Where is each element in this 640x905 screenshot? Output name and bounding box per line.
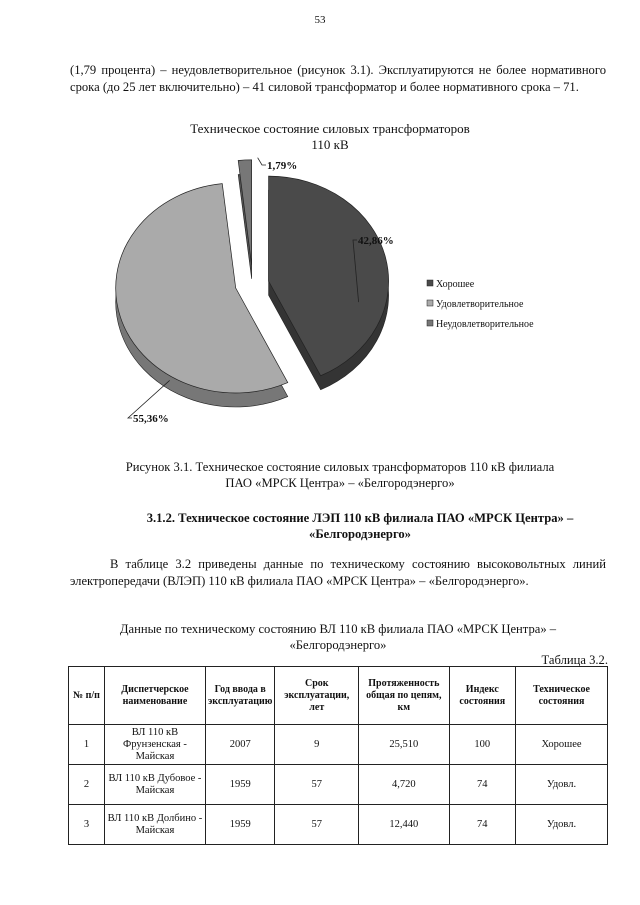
body-paragraph: В таблице 3.2 приведены данные по техническому состоянию высоковольтных линий электропередачи (ВЛЭП) 110 кВ филиала ПАО «МРСК Центра» – «Белгородэнерго».: [70, 557, 606, 588]
figure-caption-line: Рисунок 3.1. Техническое состояние силовых трансформаторов 110 кВ филиала: [125, 460, 555, 474]
header-name: Диспетчерское наименование: [104, 667, 205, 725]
legend-swatch: [427, 320, 433, 326]
cell-num: 2: [69, 765, 105, 805]
figure-caption-line: ПАО «МРСК Центра» – «Белгородэнерго»: [225, 476, 455, 490]
table-title: [70, 621, 606, 653]
chart-title-line: Техническое состояние силовых трансформаторов: [190, 121, 470, 136]
cell-name: ВЛ 110 кВ Дубовое - Майская: [104, 765, 205, 805]
pie-value-label: 1,79%: [267, 160, 298, 172]
chart-title: [140, 121, 520, 153]
legend-swatch: [427, 300, 433, 306]
header-index: Индекс состояния: [449, 667, 515, 725]
page-number: 53: [314, 14, 326, 26]
table-header-row: [69, 667, 608, 725]
pie-value-label: 42,86%: [358, 235, 394, 247]
data-table: [68, 666, 608, 845]
cell-num: 1: [69, 725, 105, 765]
header-term: Срок эксплуатации, лет: [275, 667, 359, 725]
header-length: Протяженность общая по цепям, км: [359, 667, 450, 725]
table-title-line: «Белгородэнерго»: [289, 638, 387, 652]
header-num: № п/п: [69, 667, 105, 725]
cell-term: 57: [275, 765, 359, 805]
section-heading-line: 3.1.2. Техническое состояние ЛЭП 110 кВ филиала ПАО «МРСК Центра» –: [146, 511, 574, 525]
cell-term: 9: [275, 725, 359, 765]
pie-chart: [70, 150, 610, 450]
legend-label: Удовлетворительное: [436, 299, 524, 310]
cell-length: 12,440: [359, 805, 450, 845]
cell-state: Удовл.: [516, 765, 608, 805]
cell-num: 3: [69, 805, 105, 845]
table-title-line: Данные по техническому состоянию ВЛ 110 кВ филиала ПАО «МРСК Центра» –: [119, 622, 557, 636]
section-heading: [110, 510, 610, 542]
cell-year: 2007: [205, 725, 274, 765]
table-row: [69, 765, 608, 805]
cell-index: 74: [449, 765, 515, 805]
table-row: [69, 725, 608, 765]
cell-index: 74: [449, 805, 515, 845]
pie-slices: [116, 160, 389, 407]
figure-caption: [60, 459, 620, 491]
cell-name: ВЛ 110 кВ Долбино - Майская: [104, 805, 205, 845]
header-year: Год ввода в эксплуатацию: [205, 667, 274, 725]
cell-length: 4,720: [359, 765, 450, 805]
cell-name: ВЛ 110 кВ Фрунзенская - Майская: [104, 725, 205, 765]
legend-swatch: [427, 280, 433, 286]
legend-label: Неудовлетворительное: [436, 319, 534, 330]
table-row: [69, 805, 608, 845]
pie-leader-line: [258, 158, 266, 165]
legend-label: Хорошее: [436, 279, 475, 290]
pie-value-label: 55,36%: [133, 413, 169, 425]
cell-term: 57: [275, 805, 359, 845]
cell-year: 1959: [205, 765, 274, 805]
header-state: Техническое состояния: [516, 667, 608, 725]
table-number: Таблица 3.2.: [541, 653, 608, 667]
chart-subtitle-line: 110 кВ: [311, 137, 349, 152]
section-heading-line: «Белгородэнерго»: [309, 527, 411, 541]
pie-slice: [238, 160, 251, 265]
cell-state: Хорошее: [516, 725, 608, 765]
intro-paragraph: (1,79 процента) – неудовлетворительное (рисунок 3.1). Эксплуатируются не более нормативного срока (до 25 лет включительно) – 41 силовой трансформатор и более нормативного срока – 71.: [70, 63, 606, 94]
cell-index: 100: [449, 725, 515, 765]
chart-legend: [427, 279, 534, 330]
cell-state: Удовл.: [516, 805, 608, 845]
cell-year: 1959: [205, 805, 274, 845]
cell-length: 25,510: [359, 725, 450, 765]
